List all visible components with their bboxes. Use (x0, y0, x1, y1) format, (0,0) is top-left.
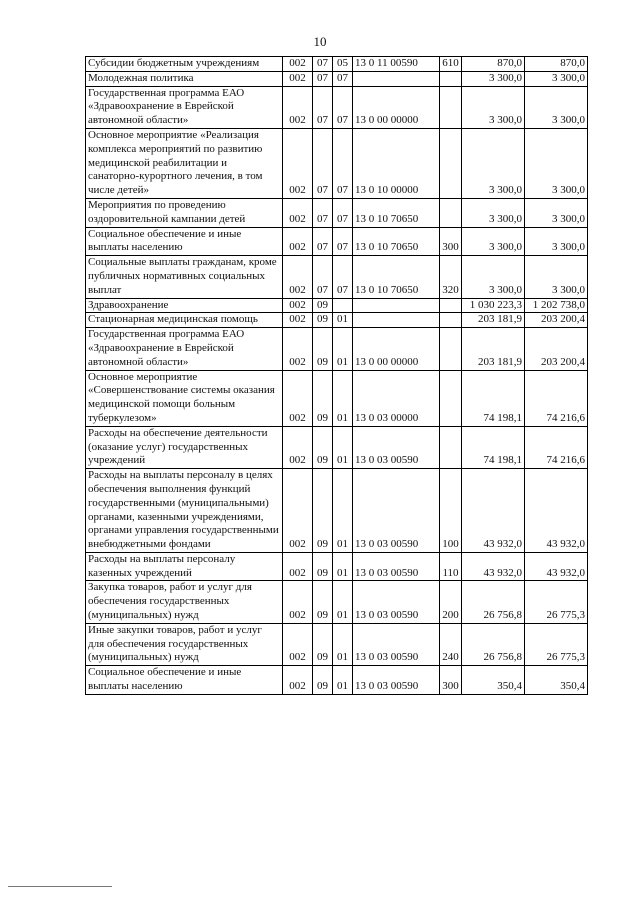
amount-year-2: 1 202 738,0 (525, 298, 588, 313)
target-article-code: 13 0 10 70650 (353, 256, 440, 298)
target-article-code: 13 0 03 00590 (353, 581, 440, 623)
subsection-code: 07 (333, 227, 353, 256)
budget-table (85, 56, 588, 695)
subsection-code (333, 298, 353, 313)
amount-year-2: 3 300,0 (525, 128, 588, 198)
table-row (86, 57, 588, 72)
section-code: 09 (313, 666, 333, 695)
section-code: 07 (313, 256, 333, 298)
admin-code: 002 (283, 623, 313, 665)
amount-year-1: 203 181,9 (462, 328, 525, 370)
budget-item-name: Основное мероприятие «Совершенствование системы оказания медицинской помощи больным туберкулезом» (86, 370, 283, 426)
expense-type-code (440, 86, 462, 128)
table-row (86, 227, 588, 256)
admin-code: 002 (283, 426, 313, 468)
expense-type-code: 110 (440, 552, 462, 581)
target-article-code: 13 0 11 00590 (353, 57, 440, 72)
section-code: 07 (313, 227, 333, 256)
target-article-code: 13 0 03 00000 (353, 370, 440, 426)
expense-type-code (440, 128, 462, 198)
amount-year-1: 26 756,8 (462, 581, 525, 623)
section-code: 09 (313, 298, 333, 313)
subsection-code: 05 (333, 57, 353, 72)
budget-item-name: Государственная программа ЕАО «Здравоохранение в Еврейской автономной области» (86, 328, 283, 370)
subsection-code: 07 (333, 256, 353, 298)
subsection-code: 01 (333, 328, 353, 370)
section-code: 09 (313, 469, 333, 553)
target-article-code: 13 0 00 00000 (353, 328, 440, 370)
section-code: 07 (313, 57, 333, 72)
amount-year-2: 3 300,0 (525, 86, 588, 128)
amount-year-2: 3 300,0 (525, 71, 588, 86)
amount-year-1: 203 181,9 (462, 313, 525, 328)
table-row (86, 128, 588, 198)
expense-type-code (440, 71, 462, 86)
table-row (86, 313, 588, 328)
section-code: 09 (313, 370, 333, 426)
table-row (86, 328, 588, 370)
budget-item-name: Расходы на обеспечение деятельности (оказание услуг) государственных учреждений (86, 426, 283, 468)
table-row (86, 71, 588, 86)
target-article-code: 13 0 00 00000 (353, 86, 440, 128)
subsection-code: 07 (333, 86, 353, 128)
admin-code: 002 (283, 86, 313, 128)
section-code: 09 (313, 581, 333, 623)
amount-year-2: 203 200,4 (525, 313, 588, 328)
amount-year-1: 3 300,0 (462, 198, 525, 227)
target-article-code: 13 0 03 00590 (353, 552, 440, 581)
section-code: 07 (313, 86, 333, 128)
budget-item-name: Закупка товаров, работ и услуг для обеспечения государственных (муниципальных) нужд (86, 581, 283, 623)
page-number: 10 (313, 34, 327, 49)
budget-item-name: Основное мероприятие «Реализация комплекса мероприятий по развитию медицинской реабилитации и санаторно-курортного лечения, в том числе детей» (86, 128, 283, 198)
amount-year-1: 3 300,0 (462, 227, 525, 256)
budget-item-name: Иные закупки товаров, работ и услуг для обеспечения государственных (муниципальных) нужд (86, 623, 283, 665)
subsection-code: 07 (333, 71, 353, 86)
expense-type-code: 300 (440, 666, 462, 695)
target-article-code: 13 0 10 70650 (353, 227, 440, 256)
section-code: 07 (313, 128, 333, 198)
amount-year-2: 26 775,3 (525, 623, 588, 665)
admin-code: 002 (283, 370, 313, 426)
admin-code: 002 (283, 313, 313, 328)
subsection-code: 01 (333, 623, 353, 665)
admin-code: 002 (283, 581, 313, 623)
amount-year-1: 26 756,8 (462, 623, 525, 665)
amount-year-1: 3 300,0 (462, 256, 525, 298)
budget-item-name: Мероприятия по проведению оздоровительной кампании детей (86, 198, 283, 227)
budget-item-name: Здравоохранение (86, 298, 283, 313)
amount-year-1: 74 198,1 (462, 370, 525, 426)
budget-item-name: Социальное обеспечение и иные выплаты населению (86, 227, 283, 256)
budget-item-name: Социальные выплаты гражданам, кроме публичных нормативных социальных выплат (86, 256, 283, 298)
subsection-code: 07 (333, 128, 353, 198)
amount-year-1: 350,4 (462, 666, 525, 695)
footer-rule (8, 886, 112, 887)
subsection-code: 01 (333, 426, 353, 468)
amount-year-2: 870,0 (525, 57, 588, 72)
admin-code: 002 (283, 328, 313, 370)
amount-year-2: 3 300,0 (525, 256, 588, 298)
subsection-code: 07 (333, 198, 353, 227)
table-row (86, 86, 588, 128)
section-code: 07 (313, 198, 333, 227)
table-row (86, 256, 588, 298)
amount-year-2: 3 300,0 (525, 227, 588, 256)
target-article-code: 13 0 03 00590 (353, 666, 440, 695)
budget-item-name: Государственная программа ЕАО «Здравоохранение в Еврейской автономной области» (86, 86, 283, 128)
table-row (86, 623, 588, 665)
table-row (86, 469, 588, 553)
expense-type-code: 300 (440, 227, 462, 256)
admin-code: 002 (283, 57, 313, 72)
section-code: 09 (313, 552, 333, 581)
amount-year-2: 203 200,4 (525, 328, 588, 370)
admin-code: 002 (283, 469, 313, 553)
expense-type-code (440, 298, 462, 313)
budget-item-name: Расходы на выплаты персоналу казенных учреждений (86, 552, 283, 581)
expense-type-code (440, 370, 462, 426)
expense-type-code: 100 (440, 469, 462, 553)
expense-type-code (440, 426, 462, 468)
admin-code: 002 (283, 256, 313, 298)
amount-year-2: 26 775,3 (525, 581, 588, 623)
amount-year-1: 3 300,0 (462, 71, 525, 86)
amount-year-2: 43 932,0 (525, 469, 588, 553)
expense-type-code: 320 (440, 256, 462, 298)
amount-year-2: 74 216,6 (525, 370, 588, 426)
target-article-code: 13 0 03 00590 (353, 623, 440, 665)
budget-item-name: Стационарная медицинская помощь (86, 313, 283, 328)
target-article-code: 13 0 03 00590 (353, 469, 440, 553)
table-row (86, 426, 588, 468)
amount-year-1: 3 300,0 (462, 86, 525, 128)
subsection-code: 01 (333, 469, 353, 553)
amount-year-2: 43 932,0 (525, 552, 588, 581)
budget-item-name: Молодежная политика (86, 71, 283, 86)
subsection-code: 01 (333, 552, 353, 581)
amount-year-2: 3 300,0 (525, 198, 588, 227)
section-code: 09 (313, 328, 333, 370)
target-article-code (353, 313, 440, 328)
section-code: 07 (313, 71, 333, 86)
table-row (86, 370, 588, 426)
target-article-code: 13 0 10 70650 (353, 198, 440, 227)
subsection-code: 01 (333, 581, 353, 623)
budget-item-name: Социальное обеспечение и иные выплаты населению (86, 666, 283, 695)
amount-year-1: 43 932,0 (462, 552, 525, 581)
subsection-code: 01 (333, 370, 353, 426)
admin-code: 002 (283, 198, 313, 227)
amount-year-1: 74 198,1 (462, 426, 525, 468)
admin-code: 002 (283, 71, 313, 86)
admin-code: 002 (283, 227, 313, 256)
table-row (86, 666, 588, 695)
admin-code: 002 (283, 666, 313, 695)
expense-type-code: 240 (440, 623, 462, 665)
budget-item-name: Расходы на выплаты персоналу в целях обеспечения выполнения функций государственными (муниципальными) органами, казенными учреждениями, органами управления государственными внебюджетными фондами (86, 469, 283, 553)
section-code: 09 (313, 426, 333, 468)
admin-code: 002 (283, 128, 313, 198)
expense-type-code: 200 (440, 581, 462, 623)
admin-code: 002 (283, 552, 313, 581)
budget-item-name: Субсидии бюджетным учреждениям (86, 57, 283, 72)
expense-type-code (440, 198, 462, 227)
subsection-code: 01 (333, 313, 353, 328)
target-article-code (353, 71, 440, 86)
amount-year-1: 3 300,0 (462, 128, 525, 198)
target-article-code (353, 298, 440, 313)
amount-year-1: 1 030 223,3 (462, 298, 525, 313)
table-row (86, 552, 588, 581)
table-row (86, 298, 588, 313)
section-code: 09 (313, 623, 333, 665)
section-code: 09 (313, 313, 333, 328)
expense-type-code (440, 328, 462, 370)
budget-table-body (86, 57, 588, 695)
expense-type-code: 610 (440, 57, 462, 72)
expense-type-code (440, 313, 462, 328)
table-row (86, 198, 588, 227)
target-article-code: 13 0 03 00590 (353, 426, 440, 468)
table-row (86, 581, 588, 623)
amount-year-1: 870,0 (462, 57, 525, 72)
amount-year-1: 43 932,0 (462, 469, 525, 553)
admin-code: 002 (283, 298, 313, 313)
target-article-code: 13 0 10 00000 (353, 128, 440, 198)
amount-year-2: 350,4 (525, 666, 588, 695)
amount-year-2: 74 216,6 (525, 426, 588, 468)
subsection-code: 01 (333, 666, 353, 695)
